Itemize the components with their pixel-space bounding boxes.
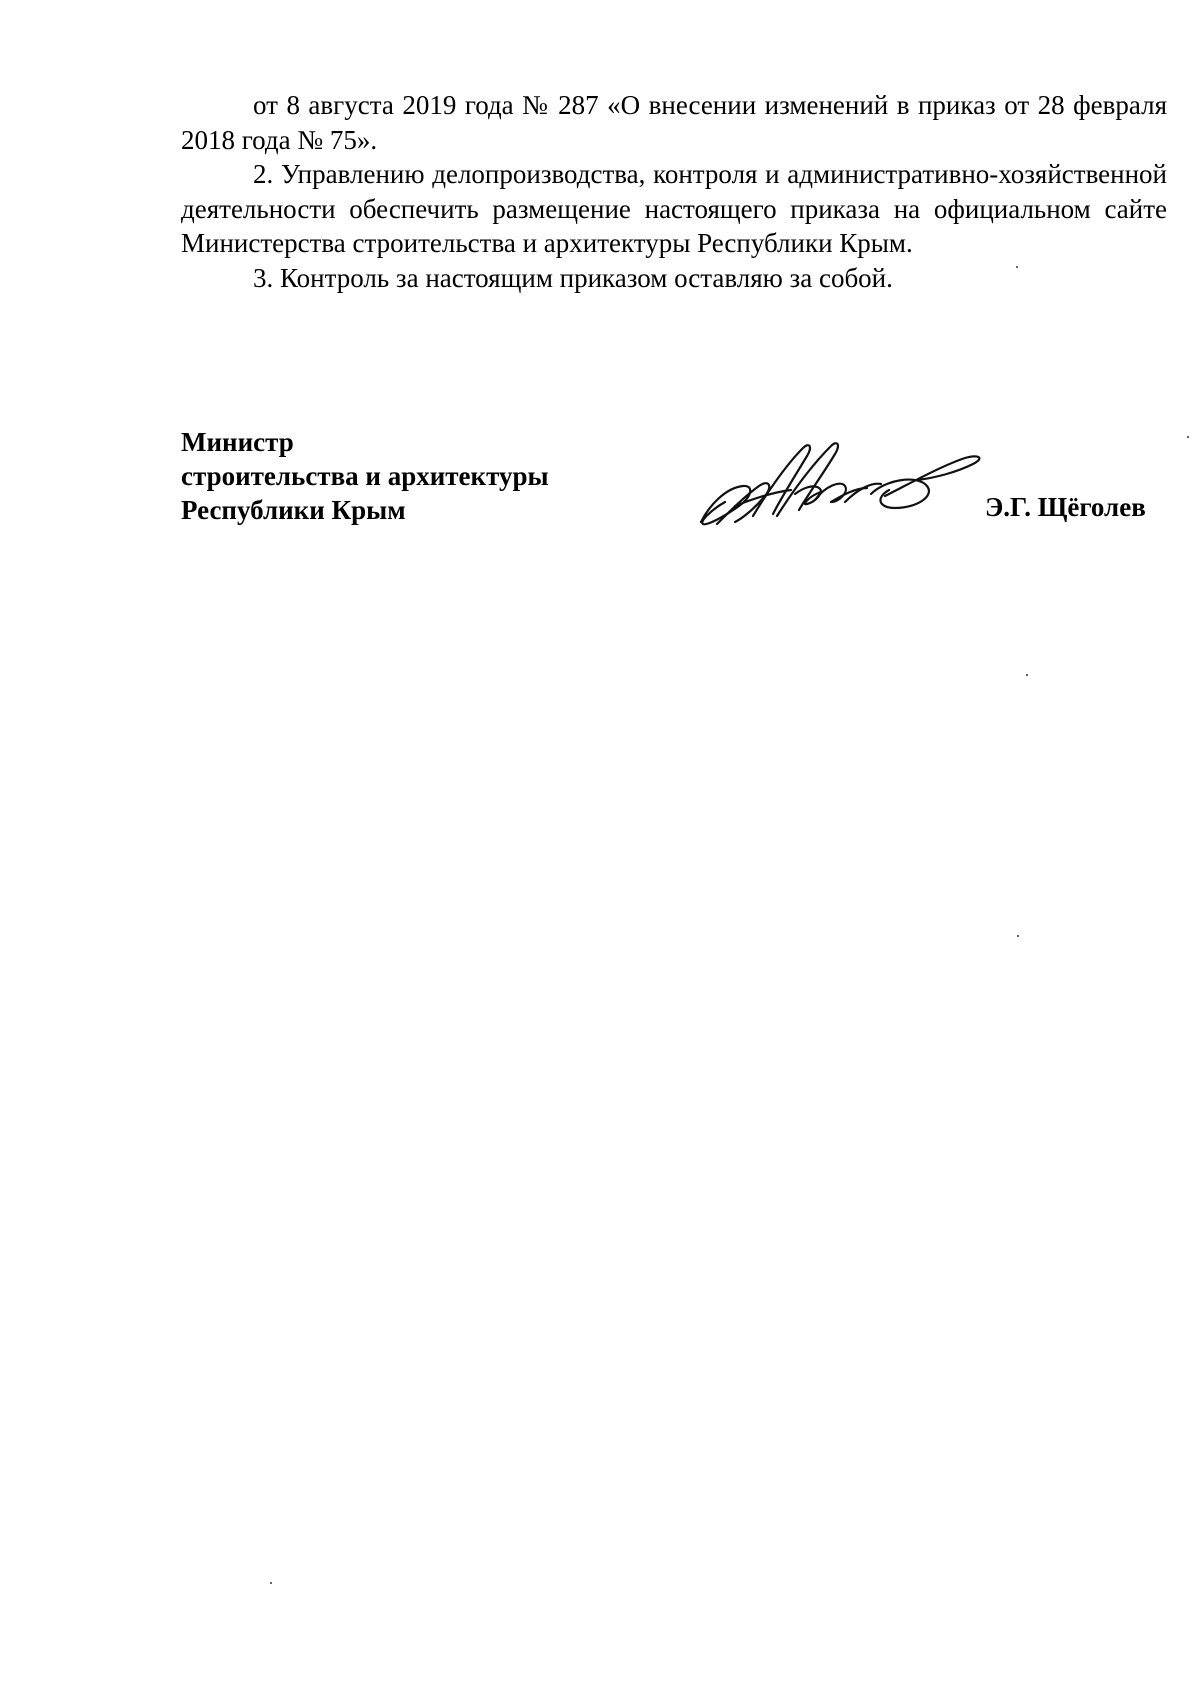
- paragraph-continuation: от 8 августа 2019 года № 287 «О внесении изменений в приказ от 28 февраля 2018 года № 75».: [181, 90, 1167, 155]
- scan-speck: [1026, 674, 1028, 676]
- signatory-position: [181, 425, 549, 527]
- document-body: [181, 88, 1167, 295]
- position-line-3: Республики Крым: [181, 495, 406, 525]
- paragraph-item-3: 3. Контроль за настоящим приказом оставляю за собой.: [253, 262, 893, 293]
- signer-name: Э.Г. Щёголев: [985, 492, 1146, 522]
- paragraph-item-2: 2. Управлению делопроизводства, контроля и административно-хозяйственной деятельности обеспечить размещение настоящего приказа на официальном сайте Министерства строительства и архитектуры Республики Крым.: [181, 159, 1167, 258]
- scan-speck: [270, 1582, 272, 1584]
- handwritten-signature: [695, 436, 985, 536]
- scan-speck: [1016, 266, 1018, 268]
- position-line-1: Министр: [181, 427, 294, 457]
- scan-speck: [1017, 935, 1019, 937]
- position-line-2: строительства и архитектуры: [181, 461, 549, 491]
- scan-speck: [1187, 436, 1189, 438]
